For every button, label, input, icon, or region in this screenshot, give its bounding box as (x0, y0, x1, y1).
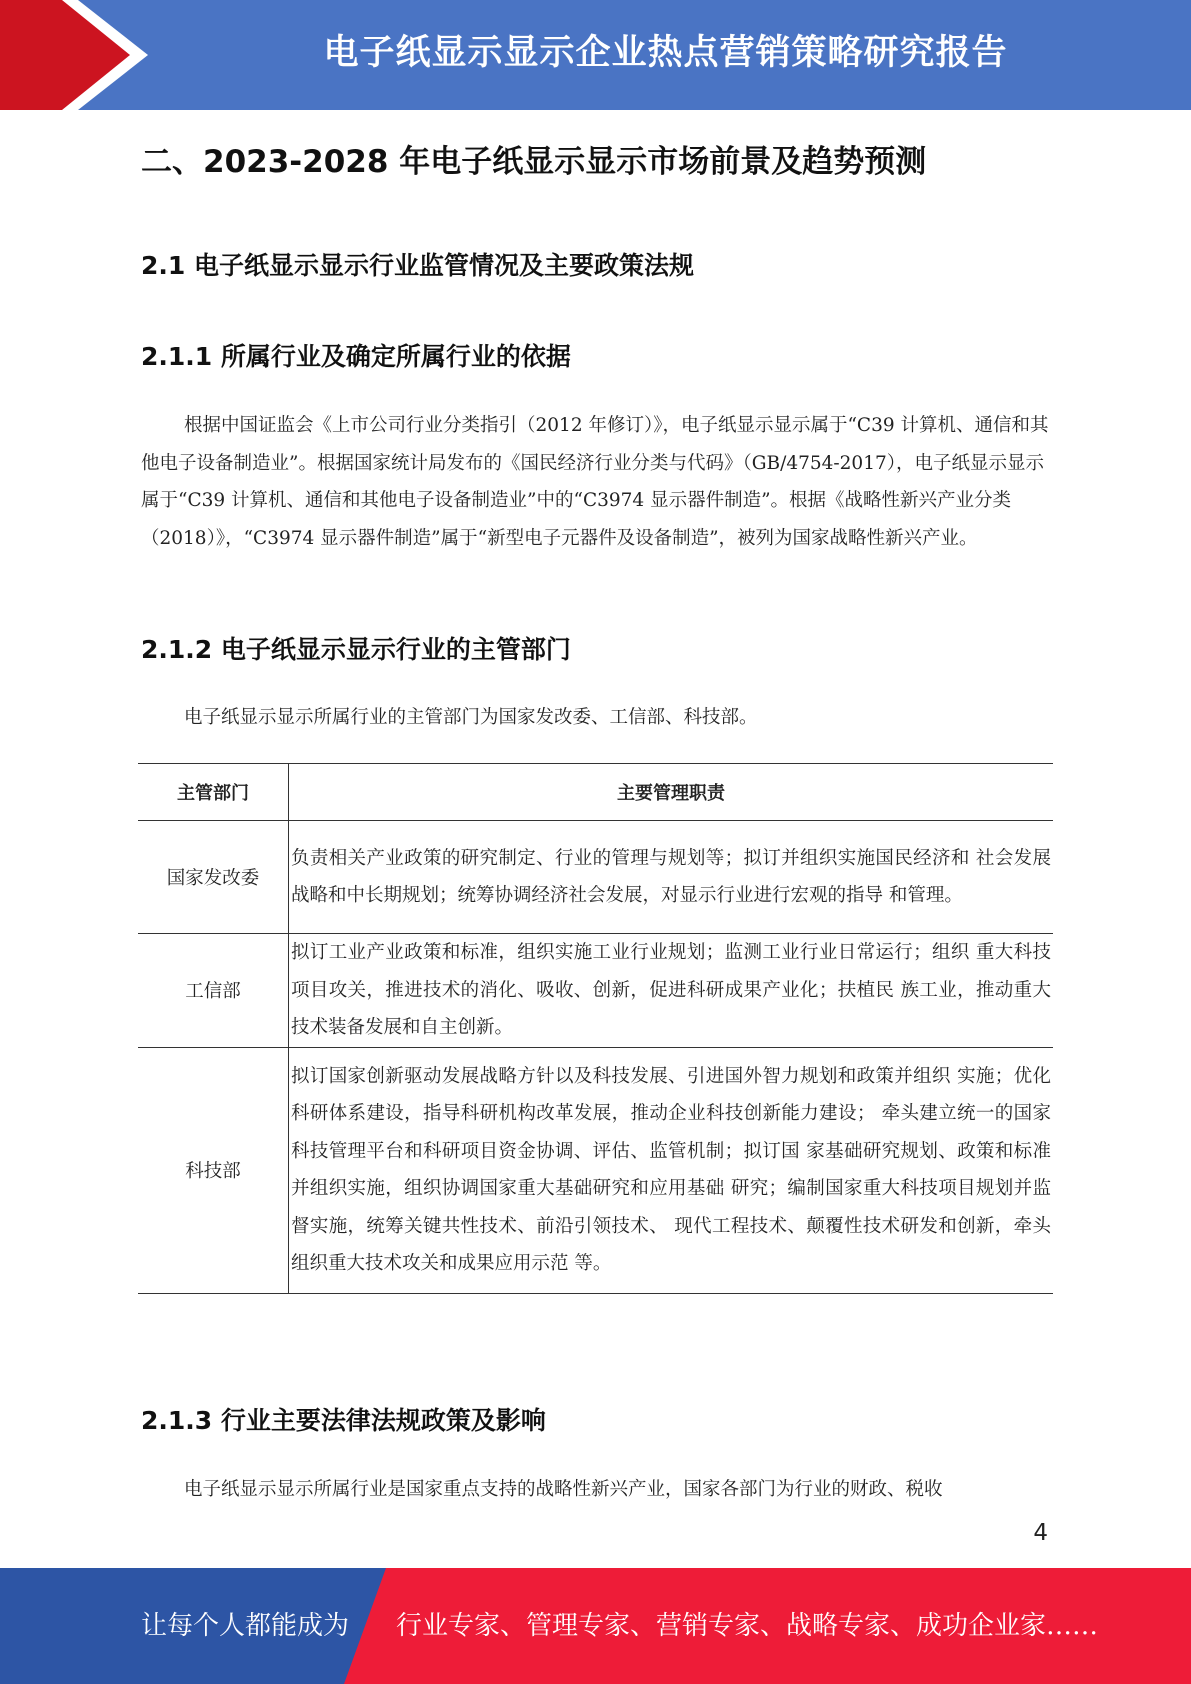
footer-slogan-right: 行业专家、管理专家、营销专家、战略专家、成功企业家…… (396, 1611, 1099, 1641)
subsection-heading-2-1-2: 2.1.2 电子纸显示显示行业的主管部门 (141, 635, 571, 664)
footer-banner (0, 1568, 1191, 1684)
authority-table (138, 763, 1053, 1294)
footer-slogan-left: 让每个人都能成为 (141, 1611, 350, 1641)
table-cell-dept: 国家发改委 (138, 821, 289, 934)
table-cell-duty: 负责相关产业政策的研究制定、行业的管理与规划等；拟订并组织实施国民经济和 社会发展战略和中长期规划；统筹协调经济社会发展，对显示行业进行宏观的指导 和管理。 (291, 847, 1051, 906)
table-row (138, 934, 1053, 1048)
header-banner (0, 0, 1191, 110)
paragraph-regulations: 电子纸显示显示所属行业是国家重点支持的战略性新兴产业，国家各部门为行业的财政、税收 (184, 1479, 943, 1500)
paragraph-authorities: 电子纸显示显示所属行业的主管部门为国家发改委、工信部、科技部。 (184, 707, 758, 728)
table-cell-dept: 工信部 (138, 934, 289, 1048)
table-cell-dept: 科技部 (138, 1047, 289, 1293)
table-cell-duty: 拟订工业产业政策和标准，组织实施工业行业规划；监测工业行业日常运行；组织 重大科技项目攻关，推进技术的消化、吸收、创新，促进科研成果产业化；扶植民 族工业，推动重大技术装备发展和自主创新。 (291, 942, 1051, 1038)
report-title: 电子纸显示显示企业热点营销策略研究报告 (323, 33, 1008, 73)
table-header-duty: 主要管理职责 (617, 783, 725, 804)
subsection-heading-2-1-1: 2.1.1 所属行业及确定所属行业的依据 (141, 342, 571, 371)
subsection-heading-2-1: 2.1 电子纸显示显示行业监管情况及主要政策法规 (141, 251, 694, 280)
section-heading: 二、2023-2028 年电子纸显示显示市场前景及趋势预测 (141, 144, 927, 180)
table-cell-duty: 拟订国家创新驱动发展战略方针以及科技发展、引进国外智力规划和政策并组织 实施；优化科研体系建设，指导科研机构改革发展，推动企业科技创新能力建设； 牵头建立统一的国家科技管理平台和科研项目资金协调、评估、监管机制；拟订国 家基础研究规划、政策和标准并组织实施，组织协调国家重大基础研究和应用基础 研究；编制国家重大科技项目规划并监督实施，统筹关键共性技术、前沿引领技术、 现代工程技术、颠覆性技术研发和创新，牵头组织重大技术攻关和成果应用示范 等。 (291, 1065, 1051, 1274)
table-header-row (138, 764, 1053, 821)
subsection-heading-2-1-3: 2.1.3 行业主要法律法规政策及影响 (141, 1406, 546, 1435)
paragraph-industry-basis: 根据中国证监会《上市公司行业分类指引（2012 年修订）》，电子纸显示显示属于“C39 计算机、通信和其他电子设备制造业”。根据国家统计局发布的《国民经济行业分类与代码》（GB/4754-2017），电子纸显示显示属于“C39 计算机、通信和其他电子设备制造业”中的“C3974 显示器件制造”。根据《战略性新兴产业分类（2018）》，“C3974 显示器件制造”属于“新型电子元器件及设备制造”，被列为国家战略性新兴产业。 (141, 415, 1049, 549)
table-header-dept: 主管部门 (138, 764, 289, 821)
table-row (138, 1047, 1053, 1293)
chevron-right-icon (0, 0, 160, 110)
page-number: 4 (1033, 1520, 1048, 1546)
table-row (138, 821, 1053, 934)
